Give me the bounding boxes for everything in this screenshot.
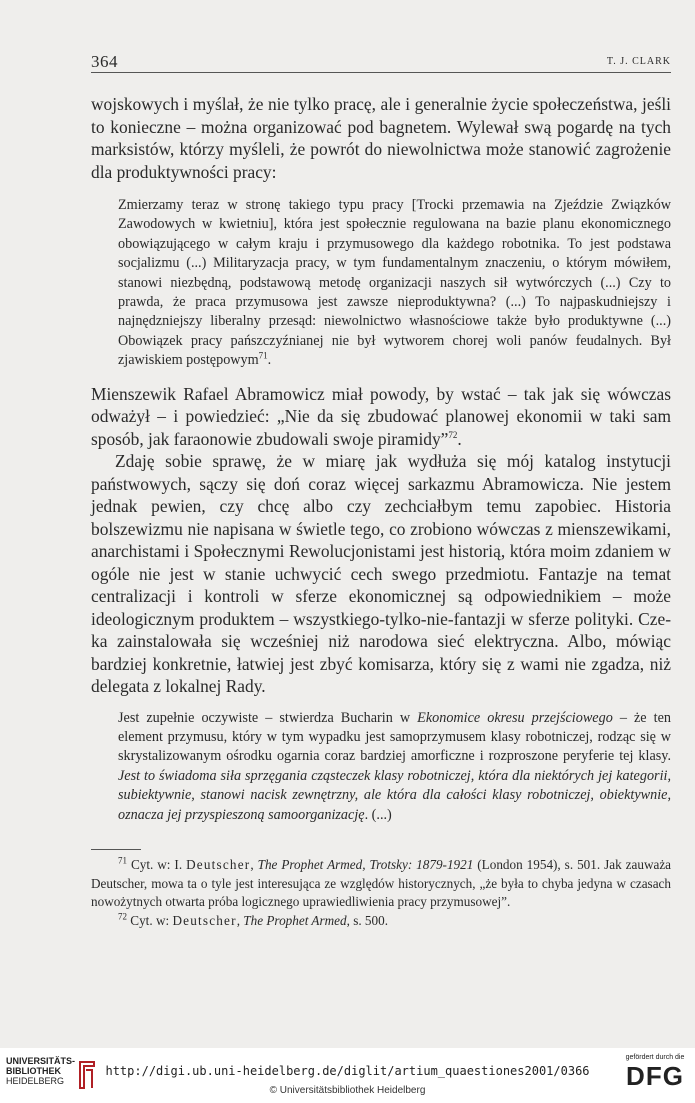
footnote-text: Cyt. w: [130,912,173,928]
footnote-title: The Prophet Armed [243,912,347,928]
footnote-text: , [236,912,244,928]
footnote-number: 72 [118,911,127,922]
viewer-footer [0,1048,695,1103]
quote-text: Jest zupełnie oczywiste – stwierdza Bucharin w [118,709,418,726]
footnote-71 [91,856,671,912]
quote-emphasis: Jest to świadoma siła sprzęgania cząsteczek klasy robotniczej, która dla niektórych jej kategorii, subiektywnie, stanowi nacisk zewnętrzny, ale która dla całości klasy robotniczej, obiektywnie, oznacza jej przyspieszoną samoorganizację [118,767,671,823]
footnote-number: 71 [118,855,127,866]
footnote-ref-71[interactable]: 71 [258,350,268,361]
library-name-line1: UNIVERSITÄTS- [6,1056,76,1066]
footnote-ref-72[interactable]: 72 [448,429,458,440]
footnote-text: Cyt. w: I. [130,857,187,873]
block-quote-trotsky [91,196,671,371]
permalink-url[interactable]: http://digi.ub.uni-heidelberg.de/diglit/artium_quaestiones2001/0366 [105,1064,590,1078]
body-paragraph-3: Zdaję sobie sprawę, że w miarę jak wydłuża się mój katalog instytucji państwowych, sączy się doń coraz więcej sarkazmu Abramowicza. Nie jestem jednak pewien, czy chcę albo czy zechciałbym temu zapobiec. Historia bolszewizmu nie napisana w świetle tego, co zrobiono wówczas z mienszewikami, anarchistami i Społecznymi Rewolucjonistami jest historią, która moim zdaniem w ogóle nie jest w stanie uchwycić cech swego przedmiotu. Fantazje na temat centralizacji i kontroli w sferze ekonomicznej są odpowiednikiem – może ideologicznym produktem – wszystkiego-tylko-nie-fantazji w sferze polityki. Cze-ka zainstalowała się wcześniej niż narodowa sieć elektryczna. Albo, mówiąc bardziej konkretnie, łatwiej jest zbyć komisarza, który się z wami nie zgadza, niż delegata z lokalnej Rady. [91,451,671,697]
body-paragraph-1: wojskowych i myślał, że nie tylko pracę, ale i generalnie życie społeczeństwa, jeśli to konieczne – można organizować pod bagnetem. Wylewał swą pogardę na tych marksistów, którzy myśleli, że powrót do niewolnictwa może stanowić zagrożenie dla produktywności pracy: [91,94,671,182]
page-number: 364 [91,52,118,71]
page-content [91,93,671,930]
footnote-title: The Prophet Armed, Trotsky: 1879-1921 [257,857,474,873]
body-paragraph-2 [91,383,671,451]
footnote-author: Deutscher [172,912,237,928]
running-head [91,52,671,73]
running-head-author: T. J. CLARK [606,56,671,67]
paragraph-end: . [457,428,462,449]
quote-text: Zmierzamy teraz w stronę takiego typu pracy [Trocki przemawia na Zjeździe Związków Zawodowych w kwietniu], która jest społecznie regulowana na bazie planu ekonomicznego obowiązującego w całym kraju i przymusowego dla każdego robotnika. To jest podstawa socjalizmu (...) Militaryzacja pracy, w tym fundamentalnym znaczeniu, o którym mówiłem, stanowi niezbędną, podstawową metodę organizacji naszych sił wytwórczych (...) Czy to prawda, że praca przymusowa jest zawsze nieproduktywna? (...) To najpaskudniejszy i najnędzniejszy liberalny przesąd: niewolnictwo własnościowe także było produktywne (...) Obowiązek pracy pańszczyźnianej nie był wytworem chorej woli panów feudalnych. Był zjawiskiem postępowym [118,197,671,369]
quote-text: – że ten element przymusu, który w tym wypadku jest samoprzymusem klasy robotniczej, rodząc się w skrystalizowanym ośrodku ogarnia coraz bardziej amorficzne i rozproszone peryferie tej klasy. [118,709,671,765]
dfg-logo[interactable] [623,1054,687,1098]
footnote-72 [91,912,671,931]
footnote-text: (London 1954), s. 501. Jak zauważa Deutscher, mowa ta o tyle jest interesująca ze względów historycznych, „że była to chyba jedyna w czasach nowożytnych otwarta próba logicznego uprawiedliwienia pracy przymusowej”. [91,857,672,910]
footnote-text: , s. 500. [346,912,388,928]
funded-by-label: gefördert durch die [625,1054,685,1061]
library-name-line3: HEIDELBERG [6,1076,65,1086]
library-name-line2: BIBLIOTHEK [6,1066,61,1076]
footnote-text: , [250,857,258,873]
quote-end: . (...) [364,806,392,823]
block-quote-bukharin [91,709,671,825]
copyright-notice: © Universitätsbibliothek Heidelberg [269,1085,426,1096]
quote-end: . [267,352,272,369]
dfg-wordmark: DFG [626,1061,684,1091]
footnote-rule [91,849,141,850]
book-title: Ekonomice okresu przejściowego [417,709,613,726]
footnote-author: Deutscher [186,857,251,873]
paragraph-text: Mienszewik Rafael Abramowicz miał powody, by wstać – tak jak się wówczas odważył – i powiedzieć: „Nie da się zbudować planowej ekonomii w taki sam sposób, jak faraonowie zbudowali swoje piramidy” [91,383,671,449]
